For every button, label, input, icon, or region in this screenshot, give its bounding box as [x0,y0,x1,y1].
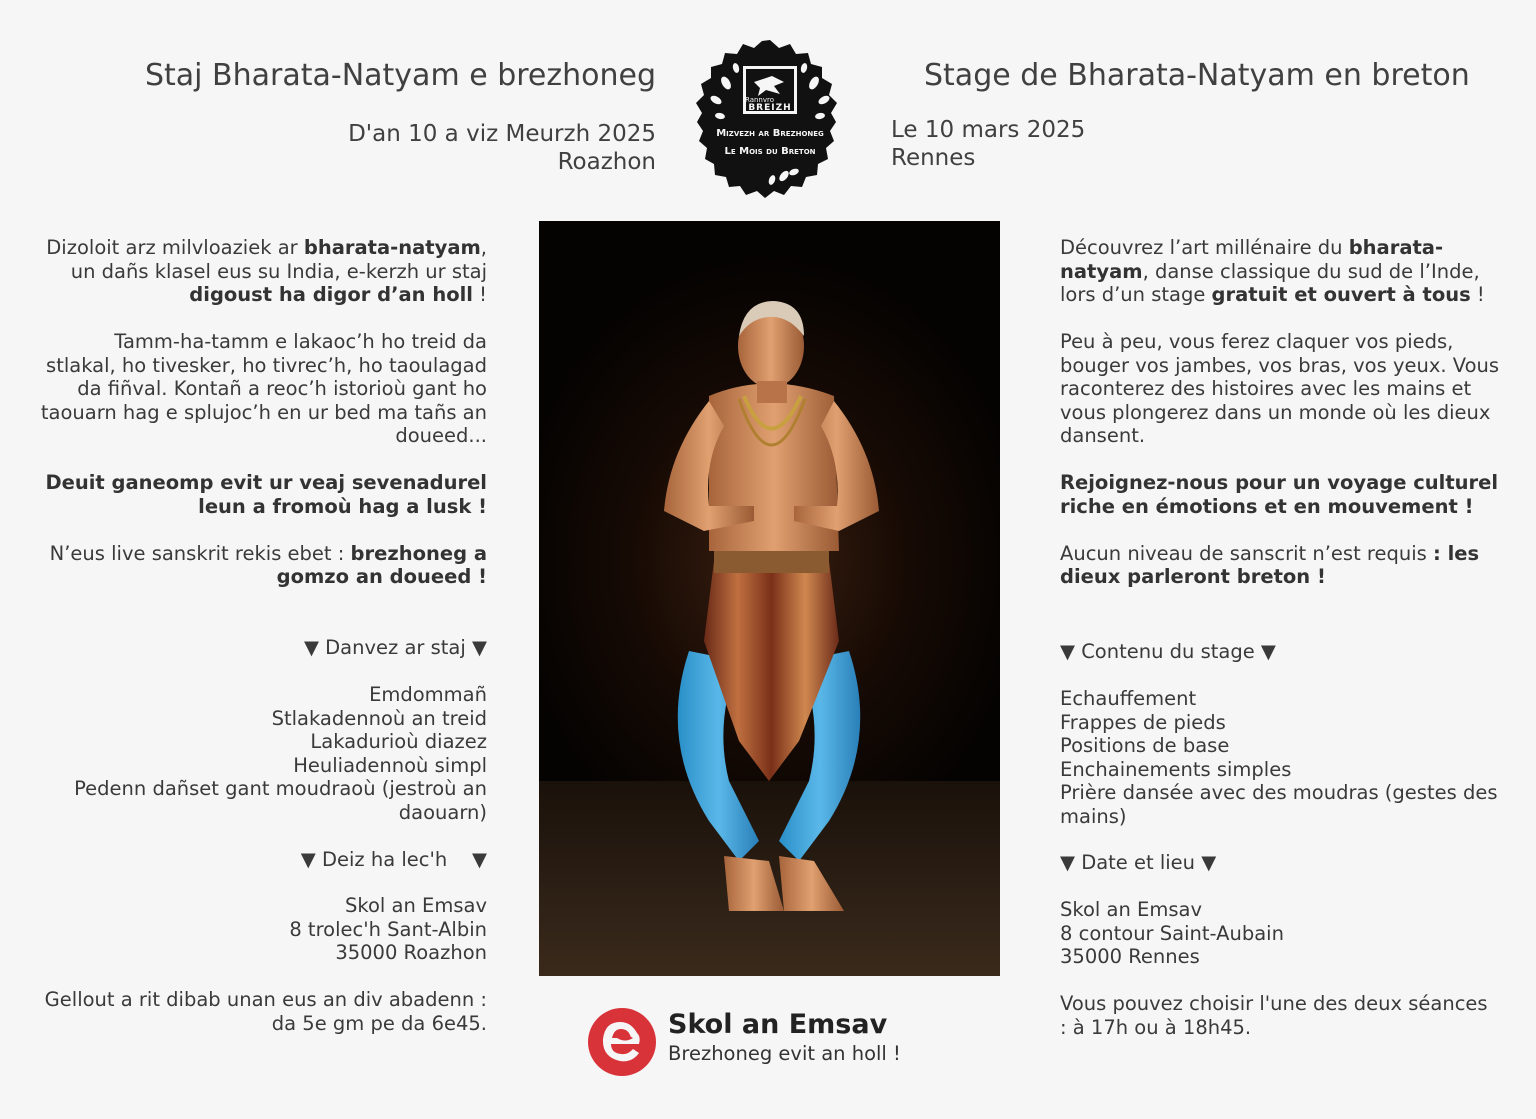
list-item: Skol an Emsav [1060,898,1202,921]
skol-an-emsav-logo-icon [587,1007,657,1077]
session-note-breton: Gellout a rit dibab unan eus an div abadenn : da 5e gm pe da 6e45. [44,988,487,1035]
intro-breton: Dizoloit arz milvloaziek ar bharata-natyam, un dañs klasel eus su India, e-kerzh ur staj digoust ha digor d’an holl ! [46,236,487,306]
breton-column [40,236,487,589]
mois-du-breton-badge [688,38,852,202]
session-note-french: Vous pouvez choisir l'une des deux séances : à 17h ou à 18h45. [1060,992,1488,1039]
list-item: Emdommañ [369,683,487,706]
language-note-french: Aucun niveau de sanscrit n’est requis : les dieux parleront breton ! [1060,541,1480,588]
badge-brand-small: Rannvro [745,96,775,104]
badge-line-french: Le Mois du Breton [724,146,816,157]
place-breton [40,894,487,965]
invitation-breton: Deuit ganeomp evit ur veaj sevenadurel leun a fromoù hag a lusk ! [45,471,487,518]
description-french: Peu à peu, vous ferez claquer vos pieds, bouger vos jambes, vos bras, vos yeux. Vous raconterez des histoires avec les mains et vous plongerez dans un monde où les dieux dansent. [1060,330,1500,447]
list-item: Frappes de pieds [1060,710,1226,734]
title-french: Stage de Bharata-Natyam en breton [924,58,1470,93]
list-item: Skol an Emsav [345,894,487,917]
date-french: Le 10 mars 2025 [891,117,1086,143]
badge-seal-icon [688,38,852,202]
date-breton: D'an 10 a viz Meurzh 2025 [348,121,656,147]
section-place-french: ▼ Date et lieu ▼ [1060,851,1217,874]
list-item: Lakadurioù diazez [310,730,487,753]
list-item: 35000 Roazhon [335,941,487,964]
badge-brand: BREIZH [748,103,792,113]
dancer-photo [539,221,1000,976]
section-content-breton: ▼ Danvez ar staj ▼ [303,636,487,659]
place-french [1060,898,1507,969]
list-item: Positions de base [1060,734,1230,757]
content-list-french [1060,687,1507,828]
skol-an-emsav-logo [587,1007,657,1077]
intro-french: Découvrez l’art millénaire du bharata-natyam, danse classique du sud de l’Inde, lors d’un stage gratuit et ouvert à tous ! [1060,236,1485,306]
invitation-french: Rejoignez-nous pour un voyage culturel riche en émotions et en mouvement ! [1060,471,1499,518]
badge-line-breton: Mizvezh ar Brezhoneg [716,128,824,139]
section-content-french: ▼ Contenu du stage ▼ [1060,640,1276,663]
org-name: Skol an Emsav [668,1009,888,1040]
list-item: 8 contour Saint-Aubain [1060,921,1284,945]
dancer-illustration [539,221,1000,976]
list-item: Pedenn dañset gant moudraoù (jestroù an daouarn) [74,777,487,824]
section-place-breton: ▼ Deiz ha lec'h ▼ [300,848,487,871]
list-item: 35000 Rennes [1060,945,1200,968]
list-item: Stlakadennoù an treid [271,706,487,730]
list-item: Prière dansée avec des moudras (gestes des mains) [1060,781,1498,828]
city-french: Rennes [891,145,976,171]
language-note-breton: N’eus live sanskrit rekis ebet : brezhoneg a gomzo an doueed ! [49,541,487,588]
title-breton: Staj Bharata-Natyam e brezhoneg [144,58,656,93]
content-list-breton [40,683,487,824]
list-item: 8 trolec'h Sant-Albin [289,917,487,941]
description-breton: Tamm-ha-tamm e lakaoc’h ho treid da stlakal, ho tivesker, ho tivrec’h, ho taoulagad da fiñval. Kontañ a reoc’h istorioù gant ho taouarn hag e splujoc’h en ur bed ma tañs an doueed... [40,330,487,447]
org-tagline: Brezhoneg evit an holl ! [668,1042,901,1065]
list-item: Heuliadennoù simpl [293,753,487,777]
city-breton: Roazhon [557,149,656,175]
list-item: Enchainements simples [1060,757,1292,781]
french-column [1060,236,1507,589]
list-item: Echauffement [1060,687,1197,710]
